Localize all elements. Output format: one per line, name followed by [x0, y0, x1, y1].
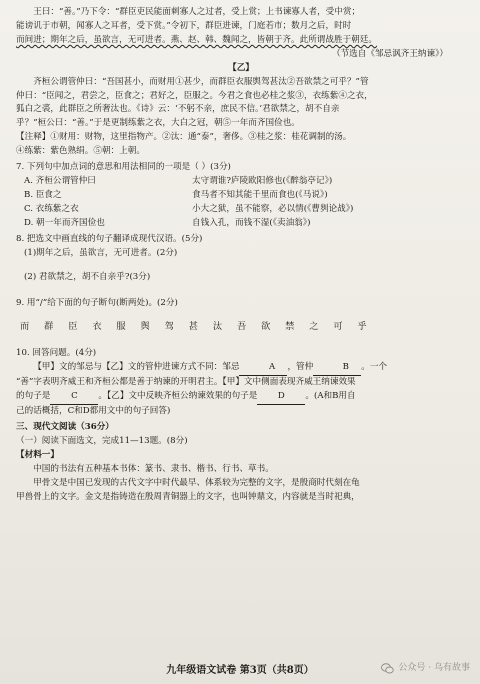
answer-space — [16, 310, 466, 320]
q10-text: 。【乙】文中反映齐桓公纳谏效果的句子是 — [98, 391, 258, 402]
q10-text: 。(A和B用自 — [305, 391, 356, 402]
q10-text: ，管仲 — [287, 362, 314, 373]
material-label: 【材料一】 — [16, 449, 59, 460]
option-d-left: D. 朝一年而齐国俭也 — [24, 217, 105, 228]
question-8-item-1: (1)期年之后，虽欲言，无可进者。(2分) — [24, 247, 178, 258]
question-9-sentence: 而 群 臣 衣 服 舆 驾 甚 汰 吾 欲 禁 之 可 乎 — [20, 321, 373, 333]
passage-jia-line: 能谤讥于市朝，闻寡人之耳者，受下赏。”令初下，群臣进谏，门庭若市；数月之后，时时 — [16, 20, 352, 31]
answer-space — [16, 261, 466, 271]
blank-a[interactable]: A — [239, 361, 287, 376]
passage-yi-line: 仲曰：“臣闻之，君尝之，臣食之；君好之，臣服之。今君之食也必桂之浆③，衣练紫④之衣， — [16, 90, 373, 101]
question-9-stem: 9. 用“/”给下面的句子断句(断两处)。(2分) — [16, 297, 178, 308]
answer-space — [16, 285, 466, 295]
passage-yi-heading: 【乙】 — [228, 62, 254, 73]
question-10-line — [16, 390, 466, 405]
passage-yi-line: 齐桓公谓管仲曰：“吾国甚小，而财用①甚少，而群臣衣服舆驾甚汰②吾欲禁之可乎？”管 — [33, 76, 369, 87]
passage-yi-line: 狐白之裘，此群臣之所奢汰也。《诗》云：‘不躬不亲，庶民不信。’君欲禁之，胡不自亲 — [16, 104, 340, 115]
q10-text: 。一个 — [361, 362, 388, 373]
question-8-stem: 8. 把选文中画直线的句子翻译成现代汉语。(5分) — [16, 233, 203, 244]
passage-jia-line-underlined: 而间进；期年之后，虽欲言，无可进者。燕、赵、韩、魏闻之，皆朝于齐。此所谓战胜于朝廷。 — [16, 34, 377, 45]
question-10-line: 己的话概括，C和D都用文中的句子回答) — [16, 406, 171, 417]
question-8 — [16, 233, 466, 295]
option-c-left: C. 衣练紫之衣 — [24, 203, 79, 214]
passage-jia-line: 王曰：“善。”乃下令：“群臣吏民能面刺寡人之过者，受上赏；上书谏寡人者，受中赏； — [33, 7, 361, 17]
page-footer: 九年级语文试卷 第3页（共8页） — [166, 664, 314, 676]
passage-yi-line: 乎？”桓公曰：“善。”于是更制练紫之衣，大白之冠，朝⑤一年而齐国俭也。 — [16, 118, 300, 129]
section-3-subtitle: （一）阅读下面选文，完成11—13题。(8分) — [16, 435, 188, 446]
question-7-stem: 7. 下列句中加点词的意思和用法相同的一项是（ ）(3分) — [16, 162, 231, 173]
passage-yi-notes: ④练紫：紫色熟绢。⑤朝：上朝。 — [16, 146, 145, 157]
option-c-right: 小大之狱，虽不能察，必以情(《曹刿论战》) — [192, 203, 354, 214]
question-10-stem: 10. 回答问题。(4分) — [16, 348, 97, 359]
blank-d[interactable]: D — [257, 390, 305, 405]
material-line: 甲骨文是中国已发现的古代文字中时代最早、体系较为完整的文字，是殷商时代刻在龟 — [33, 477, 360, 488]
watermark — [381, 661, 470, 676]
passage-jia — [16, 6, 466, 62]
wechat-icon — [381, 663, 394, 674]
question-7 — [16, 161, 466, 231]
passage-yi-notes: 【注释】①财用：财物，这里指物产。②汰：通“泰”，奢侈。③桂之浆：桂花调制的汤。 — [16, 132, 352, 143]
blank-c[interactable]: C — [50, 390, 98, 405]
passage-jia-source: （节选自《邹忌讽齐王纳谏》） — [331, 48, 448, 59]
option-a-left: A. 齐桓公谓管仲曰 — [24, 176, 96, 187]
option-d-right: 自钱入孔，而钱不湿(《卖油翁》) — [192, 217, 311, 228]
material-line: 中国的书法有五种基本书体：篆书、隶书、楷书、行书、草书。 — [33, 463, 274, 474]
option-b-right: 食马者不知其能千里而食也(《马说》) — [192, 189, 328, 200]
section-3-title: 三、现代文阅读（36分） — [16, 421, 114, 432]
question-10-line: “善”字表明齐威王和齐桓公都是善于纳谏的开明君主。【甲】文中侧面表现齐威王纳谏效果 — [16, 377, 356, 388]
q10-text: 的句子是 — [16, 391, 51, 402]
passage-jia-line — [16, 34, 466, 48]
question-10-line — [16, 361, 466, 376]
watermark-text: 公众号 · 乌有故事 — [398, 663, 470, 674]
blank-b[interactable]: B — [313, 361, 361, 376]
option-a-right: 太守谓谁?庐陵欧阳修也(《醉翁亭记》) — [192, 176, 333, 187]
section-3 — [16, 421, 466, 505]
question-9 — [16, 297, 466, 346]
question-7-options — [16, 175, 466, 231]
q10-text: 【甲】文的邹忌与【乙】文的管仲进谏方式不同：邹忌 — [33, 362, 240, 373]
passage-yi — [16, 62, 466, 159]
answer-space — [16, 335, 466, 345]
question-8-item-2: (2) 君欲禁之，胡不自亲乎?(3分) — [24, 271, 151, 282]
material-line: 甲兽骨上的文字。金文是指铸造在殷周青铜器上的文字，也叫钟鼎文，内容就是当时祀典， — [16, 491, 360, 502]
question-10 — [16, 347, 466, 419]
option-b-left: B. 臣食之 — [24, 189, 62, 200]
